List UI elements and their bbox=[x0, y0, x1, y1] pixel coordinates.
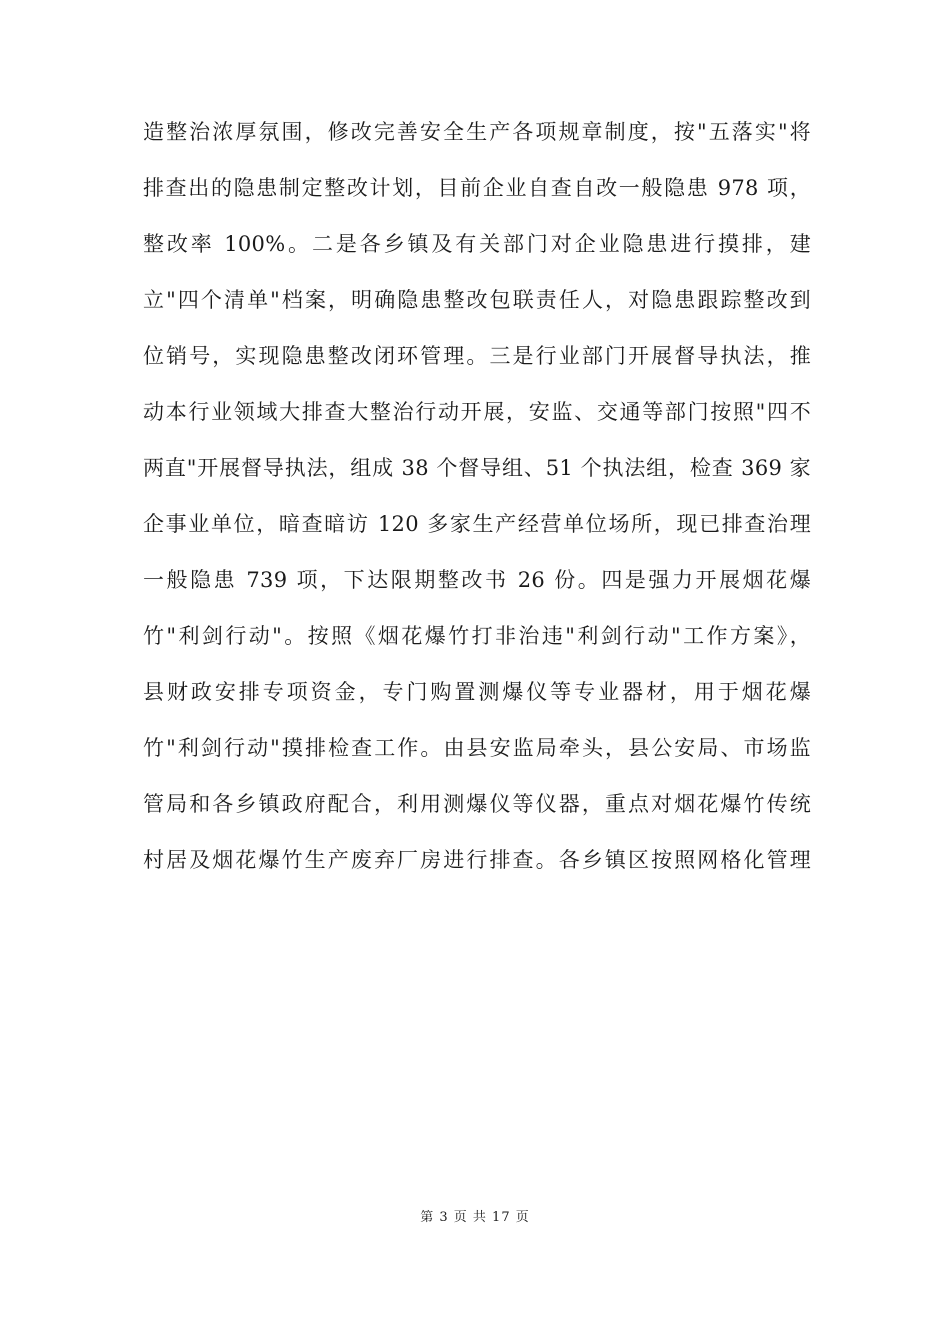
body-paragraph bbox=[143, 104, 811, 888]
text-line: 整改率 100%。二是各乡镇及有关部门对企业隐患进行摸排，建 bbox=[143, 232, 811, 256]
text-line: 立"四个清单"档案，明确隐患整改包联责任人，对隐患跟踪整改到 bbox=[143, 288, 811, 312]
text-line: 造整治浓厚氛围，修改完善安全生产各项规章制度，按"五落实"将 bbox=[143, 120, 811, 144]
text-line: 县财政安排专项资金，专门购置测爆仪等专业器材，用于烟花爆 bbox=[143, 680, 811, 704]
text-line: 企事业单位，暗查暗访 120 多家生产经营单位场所，现已排查治理 bbox=[143, 512, 811, 536]
text-line: 竹"利剑行动"摸排检查工作。由县安监局牵头，县公安局、市场监 bbox=[143, 736, 811, 760]
page-number-footer: 第 3 页 共 17 页 bbox=[420, 1210, 530, 1225]
text-line: 动本行业领域大排查大整治行动开展，安监、交通等部门按照"四不 bbox=[143, 400, 811, 424]
text-line: 村居及烟花爆竹生产废弃厂房进行排查。各乡镇区按照网格化管理 bbox=[143, 848, 811, 872]
text-line: 两直"开展督导执法，组成 38 个督导组、51 个执法组，检查 369 家 bbox=[143, 456, 811, 480]
text-line: 位销号，实现隐患整改闭环管理。三是行业部门开展督导执法，推 bbox=[143, 344, 811, 368]
text-line: 一般隐患 739 项，下达限期整改书 26 份。四是强力开展烟花爆 bbox=[143, 568, 811, 592]
text-line: 管局和各乡镇政府配合，利用测爆仪等仪器，重点对烟花爆竹传统 bbox=[143, 792, 811, 816]
text-line: 竹"利剑行动"。按照《烟花爆竹打非治违"利剑行动"工作方案》， bbox=[143, 624, 811, 648]
text-line: 排查出的隐患制定整改计划，目前企业自查自改一般隐患 978 项， bbox=[143, 176, 811, 200]
